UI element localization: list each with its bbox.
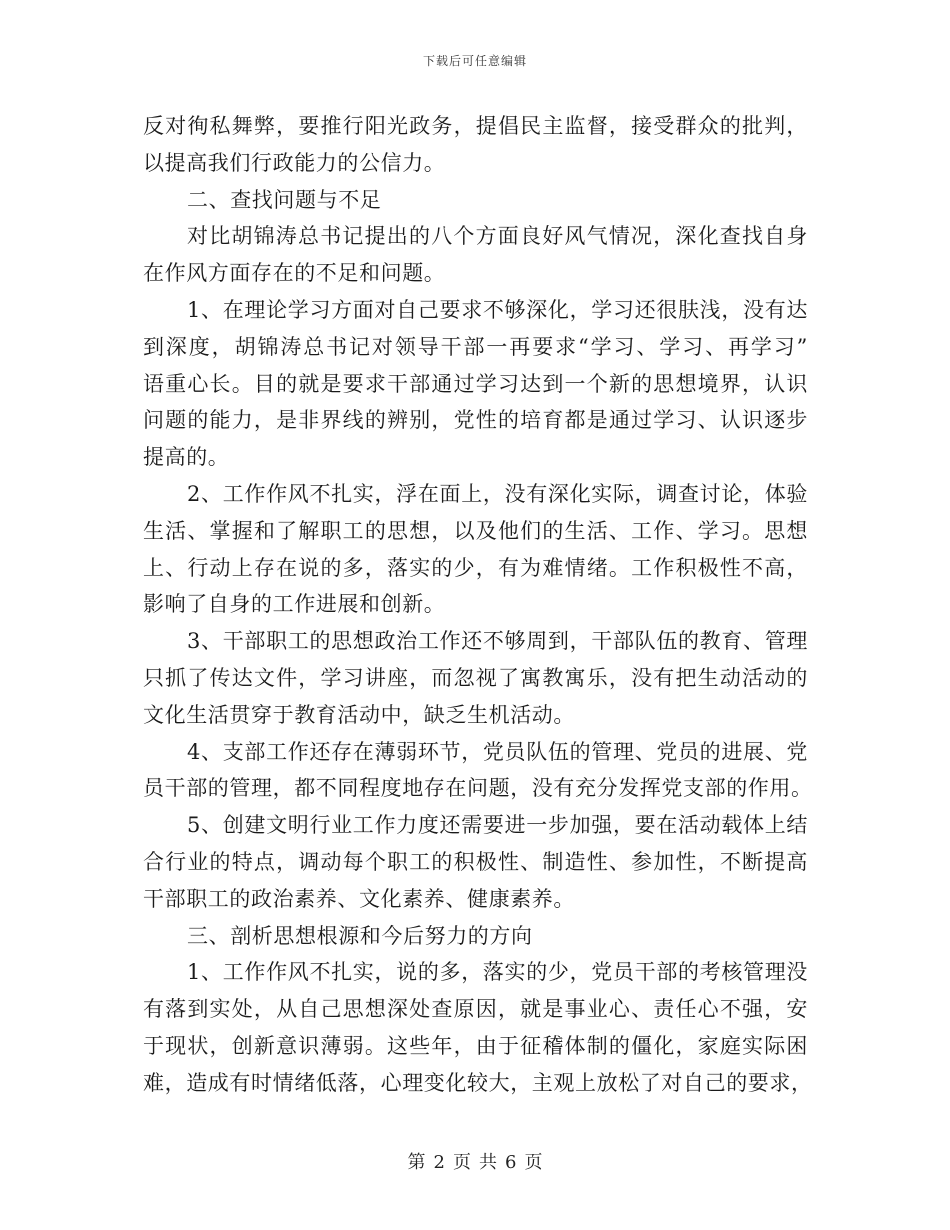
text-line: 上、行动上存在说的多，落实的少，有为难情绪。工作积极性不高， xyxy=(143,555,808,580)
text-line: 1、工作作风不扎实，说的多，落实的少，党员干部的考核管理没 xyxy=(187,960,808,985)
text-line: 3、干部职工的思想政治工作还不够周到，干部队伍的教育、管理 xyxy=(187,629,808,654)
text-line: 于现状，创新意识薄弱。这些年，由于征稽体制的僵化，家庭实际困 xyxy=(143,1033,808,1058)
text-line: 干部职工的政治素养、文化素养、健康素养。 xyxy=(143,886,575,911)
text-line: 难，造成有时情绪低落，心理变化较大，主观上放松了对自己的要求， xyxy=(143,1070,813,1095)
footer-page-number: 2 xyxy=(433,1152,445,1173)
text-line: 文化生活贯穿于教育活动中，缺乏生机活动。 xyxy=(143,702,575,727)
text-line: 生活、掌握和了解职工的思想，以及他们的生活、工作、学习。思想 xyxy=(143,518,808,543)
text-line: 对比胡锦涛总书记提出的八个方面良好风气情况，深化查找自身 xyxy=(187,224,808,249)
text-line: 反对徇私舞弊，要推行阳光政务，提倡民主监督，接受群众的批判， xyxy=(143,114,808,138)
text-line: 合行业的特点，调动每个职工的积极性、制造性、参加性，不断提高 xyxy=(143,849,808,874)
page-header-note: 下载后可任意编辑 xyxy=(422,54,527,68)
footer-total-pages: 6 xyxy=(505,1152,517,1173)
footer-ye2: 页 xyxy=(524,1152,543,1173)
text-line: 问题的能力，是非界线的辨别，党性的培育都是通过学习、认识逐步 xyxy=(143,408,808,433)
footer-gong: 共 xyxy=(479,1152,497,1173)
text-line: 以提高我们行政能力的公信力。 xyxy=(143,150,446,175)
text-line: 4、支部工作还存在薄弱环节，党员队伍的管理、党员的进展、党 xyxy=(187,739,808,764)
text-line: 员干部的管理，都不同程度地存在问题，没有充分发挥党支部的作用。 xyxy=(143,776,813,801)
text-line: 语重心长。目的就是要求干部通过学习达到一个新的思想境界，认识 xyxy=(143,371,808,396)
text-line: 影响了自身的工作进展和创新。 xyxy=(143,592,446,617)
text-line: 只抓了传达文件，学习讲座，而忽视了寓教寓乐，没有把生动活动的 xyxy=(143,665,808,690)
section-heading: 三、剖析思想根源和今后努力的方向 xyxy=(187,923,533,948)
text-line: 有落到实处，从自己思想深处查原因，就是事业心、责任心不强，安 xyxy=(143,997,808,1022)
document-body xyxy=(143,108,813,1102)
section-heading: 二、查找问题与不足 xyxy=(187,187,382,212)
text-line: 在作风方面存在的不足和问题。 xyxy=(143,261,446,286)
footer-ye: 页 xyxy=(453,1152,471,1173)
page-footer xyxy=(0,1148,950,1174)
footer-di: 第 xyxy=(407,1152,426,1173)
text-line: 提高的。 xyxy=(143,445,230,470)
text-line: 5、创建文明行业工作力度还需要进一步加强，要在活动载体上结 xyxy=(187,813,808,838)
text-line: 1、在理论学习方面对自己要求不够深化，学习还很肤浅，没有达 xyxy=(187,297,808,322)
text-line: 到深度，胡锦涛总书记对领导干部一再要求“学习、学习、再学习” xyxy=(143,334,808,359)
text-line: 2、工作作风不扎实，浮在面上，没有深化实际，调查讨论，体验 xyxy=(187,481,808,506)
